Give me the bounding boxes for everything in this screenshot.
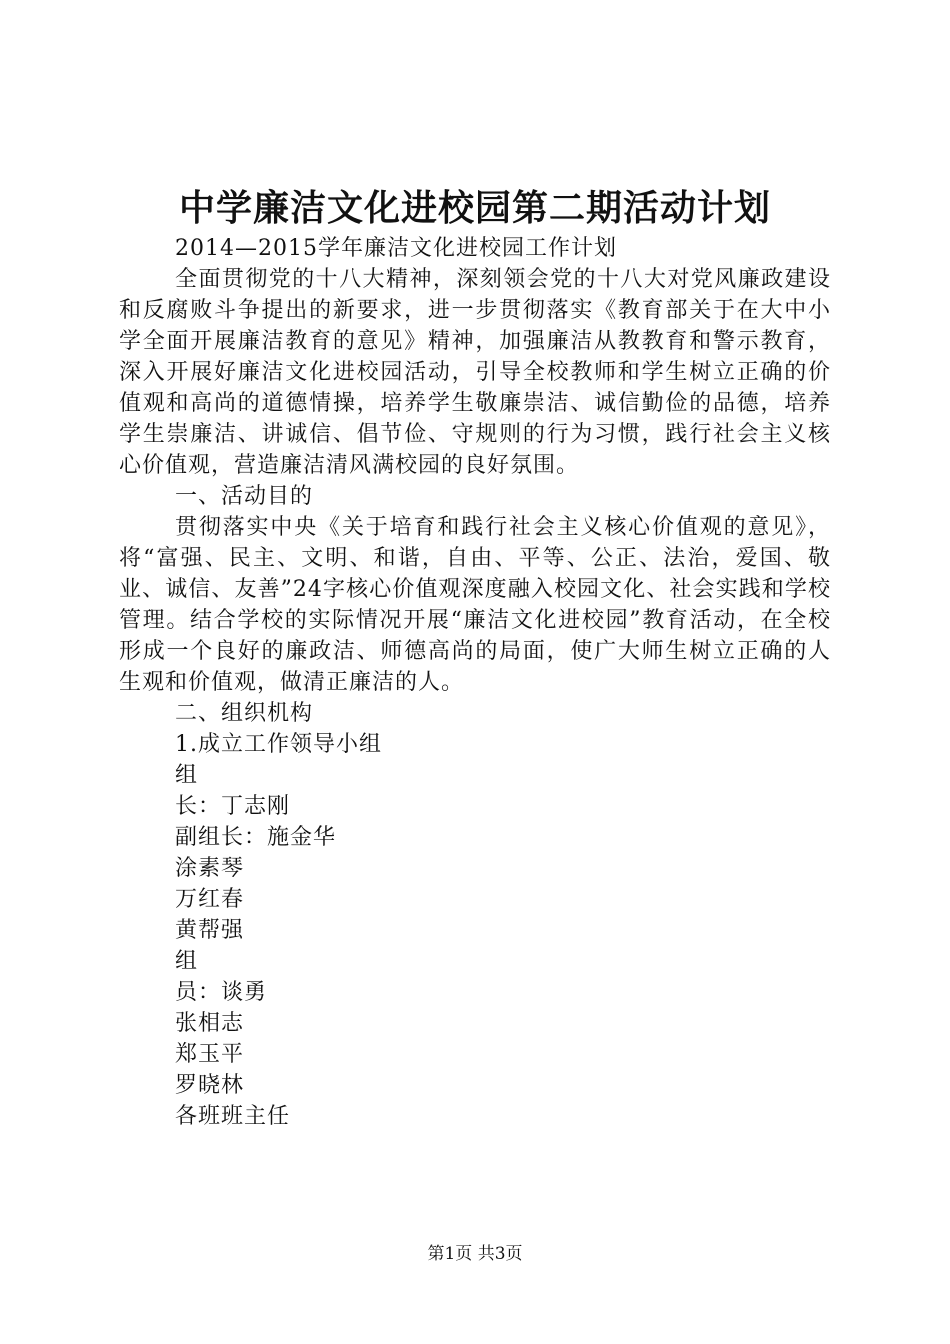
roster-line: 涂素琴: [175, 856, 245, 881]
objectives-paragraph: 贯彻落实中央《关于培育和践行社会主义核心价值观的意见》，将“富强、民主、文明、和谐，自由、平等、公正、法治，爱国、敬业、诚信、友善”24字核心价值观深度融入校园文化、社会实践和学校管理。结合学校的实际情况开展“廉洁文化进校园”教育活动，在全校形成一个良好的廉政洁、师德高尚的局面，使广大师生树立正确的人生观和价值观，做清正廉洁的人。: [119, 515, 831, 695]
subsection-leadership-group: 1.成立工作领导小组: [175, 732, 382, 757]
document-body: [119, 233, 831, 1132]
roster-line: 罗晓林: [175, 1073, 245, 1098]
roster-line: 员：谈勇: [175, 980, 268, 1005]
roster-line: 张相志: [175, 1011, 245, 1036]
page-footer: 第1页 共3页: [427, 1244, 523, 1264]
section-heading-organization: 二、组织机构: [175, 701, 314, 726]
plan-subtitle: 2014—2015学年廉洁文化进校园工作计划: [175, 236, 617, 261]
roster-line: 郑玉平: [175, 1042, 245, 1067]
roster-line: 黄帮强: [175, 918, 245, 943]
roster-line: 各班班主任: [175, 1104, 291, 1129]
roster-line: 副组长：施金华: [175, 825, 337, 850]
section-heading-objectives: 一、活动目的: [175, 484, 314, 509]
roster-line: 组: [175, 763, 199, 788]
intro-paragraph: 全面贯彻党的十八大精神，深刻领会党的十八大对党风廉政建设和反腐败斗争提出的新要求，进一步贯彻落实《教育部关于在大中小学全面开展廉洁教育的意见》精神，加强廉洁从教教育和警示教育，深入开展好廉洁文化进校园活动，引导全校教师和学生树立正确的价值观和高尚的道德情操，培养学生敬廉崇洁、诚信勤俭的品德，培养学生崇廉洁、讲诚信、倡节俭、守规则的行为习惯，践行社会主义核心价值观，营造廉洁清风满校园的良好氛围。: [119, 267, 831, 478]
roster-line: 长：丁志刚: [175, 794, 291, 819]
roster-line: 组: [175, 949, 199, 974]
document-title: 中学廉洁文化进校园第二期活动计划: [178, 187, 771, 229]
roster-line: 万红春: [175, 887, 245, 912]
